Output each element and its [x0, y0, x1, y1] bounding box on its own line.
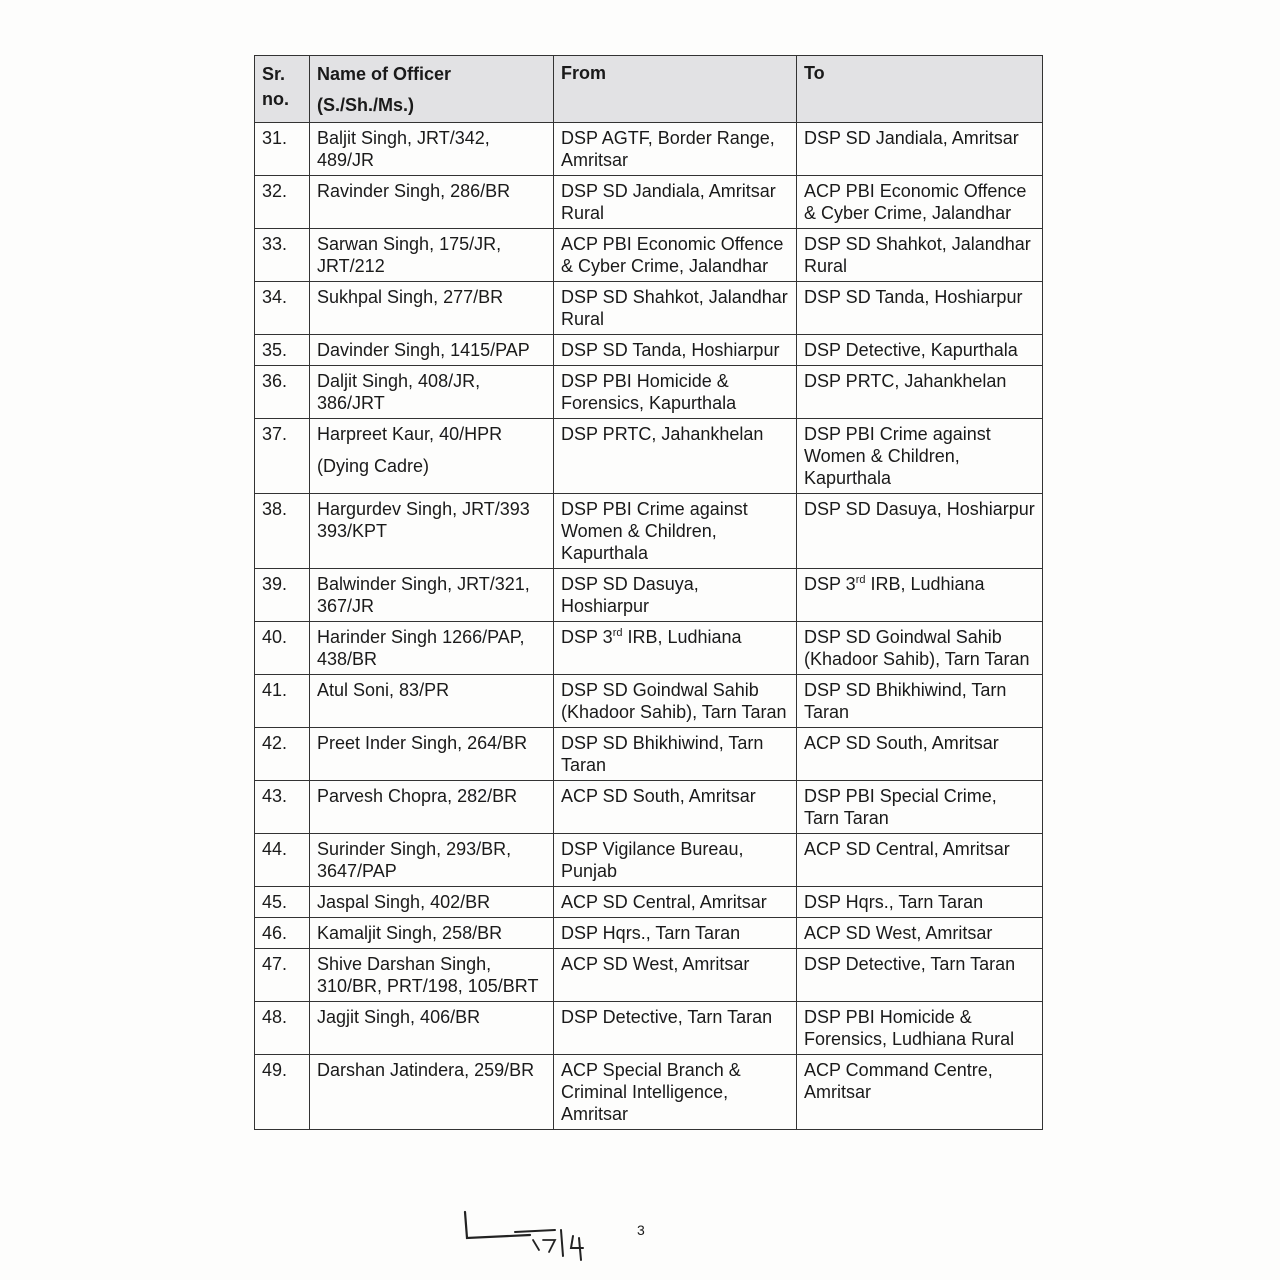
- officer-name-text: Atul Soni, 83/PR: [317, 680, 450, 700]
- officer-name-text: Balwinder Singh, JRT/321, 367/JR: [317, 574, 530, 616]
- cell-to: DSP PRTC, Jahankhelan: [797, 366, 1043, 419]
- cell-officer-name: [310, 949, 554, 1002]
- officer-name-text: Darshan Jatindera, 259/BR: [317, 1060, 535, 1080]
- cell-from: DSP SD Dasuya, Hoshiarpur: [554, 569, 797, 622]
- cell-sr-no: 41.: [255, 675, 310, 728]
- cell-officer-name: [310, 1055, 554, 1130]
- officer-name-text: Baljit Singh, JRT/342, 489/JR: [317, 128, 490, 170]
- cell-sr-no: 40.: [255, 622, 310, 675]
- cell-to: DSP SD Shahkot, Jalandhar Rural: [797, 229, 1043, 282]
- officer-name-text: Harinder Singh 1266/PAP, 438/BR: [317, 627, 525, 669]
- cell-from: DSP PBI Crime against Women & Children, Kapurthala: [554, 494, 797, 569]
- cell-to: ACP Command Centre, Amritsar: [797, 1055, 1043, 1130]
- cell-officer-name: [310, 887, 554, 918]
- table-row: [255, 282, 1043, 335]
- cell-officer-name: [310, 176, 554, 229]
- table-row: [255, 949, 1043, 1002]
- table-row: [255, 176, 1043, 229]
- cell-from: ACP Special Branch & Criminal Intelligence, Amritsar: [554, 1055, 797, 1130]
- cell-to: DSP SD Dasuya, Hoshiarpur: [797, 494, 1043, 569]
- cell-from-text: DSP 3: [561, 627, 613, 647]
- cell-officer-name: [310, 781, 554, 834]
- officer-name-text: Hargurdev Singh, JRT/393 393/KPT: [317, 499, 530, 541]
- table-row: [255, 229, 1043, 282]
- cell-officer-name: [310, 834, 554, 887]
- ordinal-suffix: rd: [855, 574, 866, 586]
- cell-from: DSP SD Goindwal Sahib (Khadoor Sahib), Tarn Taran: [554, 675, 797, 728]
- officer-name-text: Daljit Singh, 408/JR, 386/JRT: [317, 371, 481, 413]
- cell-officer-name: [310, 569, 554, 622]
- cell-to: DSP PBI Special Crime, Tarn Taran: [797, 781, 1043, 834]
- cell-from: [554, 622, 797, 675]
- cell-sr-no: 48.: [255, 1002, 310, 1055]
- cell-to: ACP SD South, Amritsar: [797, 728, 1043, 781]
- table-row: [255, 918, 1043, 949]
- cell-from: DSP PBI Homicide & Forensics, Kapurthala: [554, 366, 797, 419]
- cell-from: DSP SD Bhikhiwind, Tarn Taran: [554, 728, 797, 781]
- cell-sr-no: 37.: [255, 419, 310, 494]
- cell-sr-no: 32.: [255, 176, 310, 229]
- cell-to: DSP SD Jandiala, Amritsar: [797, 123, 1043, 176]
- table-row: [255, 419, 1043, 494]
- cell-sr-no: 42.: [255, 728, 310, 781]
- cell-officer-name: [310, 494, 554, 569]
- handwritten-signature: [455, 1200, 615, 1270]
- cell-to: DSP Detective, Kapurthala: [797, 335, 1043, 366]
- cell-sr-no: 39.: [255, 569, 310, 622]
- cell-officer-name: [310, 366, 554, 419]
- cell-to: [797, 569, 1043, 622]
- header-from: From: [554, 56, 797, 123]
- cell-officer-name: [310, 282, 554, 335]
- table-row: [255, 728, 1043, 781]
- table-body: [255, 123, 1043, 1130]
- cell-sr-no: 34.: [255, 282, 310, 335]
- header-to: To: [797, 56, 1043, 123]
- cell-from: DSP PRTC, Jahankhelan: [554, 419, 797, 494]
- officer-name-text: Sarwan Singh, 175/JR, JRT/212: [317, 234, 502, 276]
- officer-name-text: Davinder Singh, 1415/PAP: [317, 340, 530, 360]
- cell-to-text: IRB, Ludhiana: [865, 574, 985, 594]
- cell-to: ACP SD West, Amritsar: [797, 918, 1043, 949]
- cell-sr-no: 31.: [255, 123, 310, 176]
- cell-officer-name: [310, 675, 554, 728]
- officer-name-text: Shive Darshan Singh, 310/BR, PRT/198, 105/BRT: [317, 954, 539, 996]
- cell-to: ACP SD Central, Amritsar: [797, 834, 1043, 887]
- cell-to: DSP SD Goindwal Sahib (Khadoor Sahib), Tarn Taran: [797, 622, 1043, 675]
- cell-from: DSP SD Shahkot, Jalandhar Rural: [554, 282, 797, 335]
- cell-to-text: DSP 3: [804, 574, 856, 594]
- table-row: [255, 366, 1043, 419]
- cell-to: DSP PBI Homicide & Forensics, Ludhiana Rural: [797, 1002, 1043, 1055]
- cell-from: ACP SD South, Amritsar: [554, 781, 797, 834]
- cell-officer-name: [310, 229, 554, 282]
- cell-from: DSP AGTF, Border Range, Amritsar: [554, 123, 797, 176]
- cell-officer-name: [310, 918, 554, 949]
- cell-to: DSP Detective, Tarn Taran: [797, 949, 1043, 1002]
- cell-officer-name: [310, 335, 554, 366]
- cell-sr-no: 47.: [255, 949, 310, 1002]
- cell-officer-name: [310, 419, 554, 494]
- table-header-row: [255, 56, 1043, 123]
- cell-sr-no: 49.: [255, 1055, 310, 1130]
- officer-name-text: Surinder Singh, 293/BR, 3647/PAP: [317, 839, 512, 881]
- header-name-of-officer: Name of Officer (S./Sh./Ms.): [310, 56, 554, 123]
- cell-officer-name: [310, 123, 554, 176]
- table-row: [255, 335, 1043, 366]
- cell-sr-no: 36.: [255, 366, 310, 419]
- table-row: [255, 1055, 1043, 1130]
- table-row: [255, 494, 1043, 569]
- cell-from: DSP Detective, Tarn Taran: [554, 1002, 797, 1055]
- officer-name-text: Jagjit Singh, 406/BR: [317, 1007, 481, 1027]
- cell-officer-name: [310, 728, 554, 781]
- cell-from: ACP SD West, Amritsar: [554, 949, 797, 1002]
- cell-to: DSP Hqrs., Tarn Taran: [797, 887, 1043, 918]
- table-row: [255, 887, 1043, 918]
- cell-sr-no: 33.: [255, 229, 310, 282]
- table-row: [255, 781, 1043, 834]
- ordinal-suffix: rd: [612, 627, 623, 639]
- transfer-table: [254, 55, 1043, 1130]
- table-row: [255, 675, 1043, 728]
- cell-from: DSP SD Jandiala, Amritsar Rural: [554, 176, 797, 229]
- officer-name-text: Sukhpal Singh, 277/BR: [317, 287, 504, 307]
- cell-sr-no: 35.: [255, 335, 310, 366]
- officer-name-text: Ravinder Singh, 286/BR: [317, 181, 511, 201]
- cell-from: DSP SD Tanda, Hoshiarpur: [554, 335, 797, 366]
- cell-sr-no: 44.: [255, 834, 310, 887]
- cell-from: DSP Vigilance Bureau, Punjab: [554, 834, 797, 887]
- cell-from-text: IRB, Ludhiana: [622, 627, 742, 647]
- cell-sr-no: 43.: [255, 781, 310, 834]
- officer-name-text: Jaspal Singh, 402/BR: [317, 892, 491, 912]
- officer-name-text: Kamaljit Singh, 258/BR: [317, 923, 503, 943]
- officer-name-text: Harpreet Kaur, 40/HPR: [317, 424, 503, 444]
- officer-name-text: Parvesh Chopra, 282/BR: [317, 786, 518, 806]
- cell-from: DSP Hqrs., Tarn Taran: [554, 918, 797, 949]
- cell-from: ACP SD Central, Amritsar: [554, 887, 797, 918]
- table-row: [255, 622, 1043, 675]
- page-number: 3: [637, 1222, 645, 1238]
- cell-to: DSP SD Bhikhiwind, Tarn Taran: [797, 675, 1043, 728]
- cell-to: DSP SD Tanda, Hoshiarpur: [797, 282, 1043, 335]
- cell-officer-name: [310, 1002, 554, 1055]
- table-row: [255, 834, 1043, 887]
- table-row: [255, 569, 1043, 622]
- cell-sr-no: 38.: [255, 494, 310, 569]
- table-row: [255, 123, 1043, 176]
- cell-to: DSP PBI Crime against Women & Children, Kapurthala: [797, 419, 1043, 494]
- cell-sr-no: 46.: [255, 918, 310, 949]
- table-row: [255, 1002, 1043, 1055]
- officer-name-text: Preet Inder Singh, 264/BR: [317, 733, 528, 753]
- cell-officer-name: [310, 622, 554, 675]
- header-sr-no: Sr. no.: [255, 56, 310, 123]
- cell-to: ACP PBI Economic Offence & Cyber Crime, Jalandhar: [797, 176, 1043, 229]
- officer-note: (Dying Cadre): [317, 456, 430, 476]
- cell-from: ACP PBI Economic Offence & Cyber Crime, Jalandhar: [554, 229, 797, 282]
- cell-sr-no: 45.: [255, 887, 310, 918]
